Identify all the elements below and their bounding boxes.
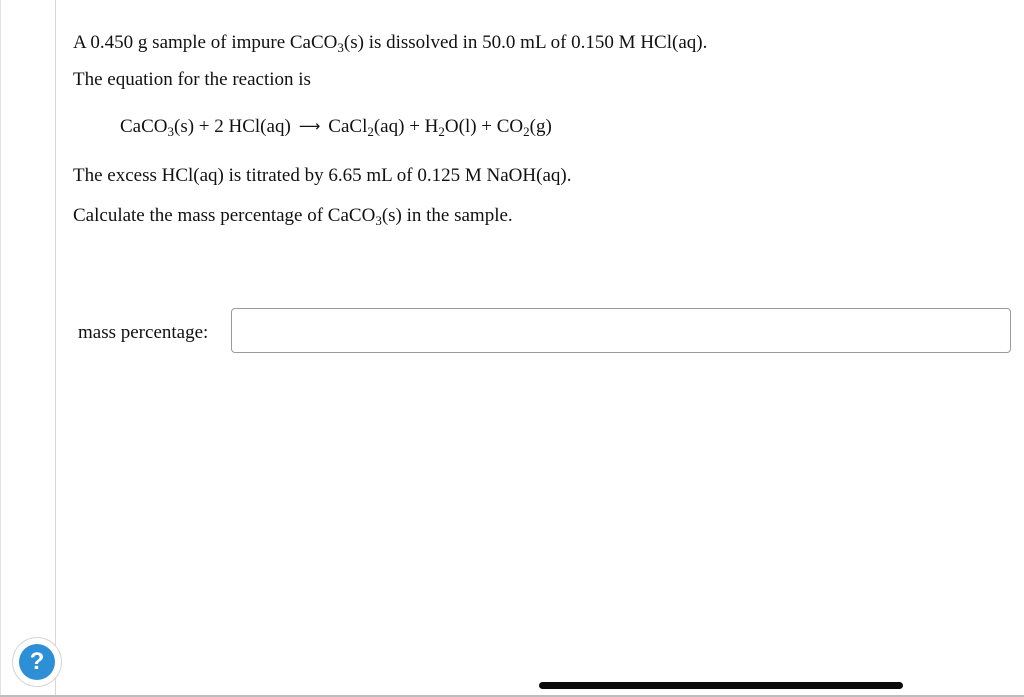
help-button[interactable] <box>13 638 61 686</box>
problem-statement-line-2: The equation for the reaction is <box>73 69 311 90</box>
left-rail <box>0 0 56 695</box>
statement-text: (s) is dissolved in 50.0 mL of 0.150 M HCl(aq). <box>343 32 708 53</box>
equation-text: CaCO <box>120 116 168 137</box>
home-indicator[interactable] <box>539 682 903 689</box>
question-text: (s) in the sample. <box>381 205 513 226</box>
question-text: Calculate the mass percentage of CaCO <box>73 205 376 226</box>
equation-text: (s) + 2 HCl(aq) <box>174 116 291 137</box>
question-mark-icon: ? <box>19 644 55 680</box>
subscript: 2 <box>438 124 445 139</box>
equation-text: CaCl <box>328 116 368 137</box>
reaction-arrow-icon: ⟶ <box>298 117 321 135</box>
equation-text: (aq) + H <box>373 116 439 137</box>
subscript: 3 <box>337 40 344 55</box>
problem-statement-line-3: The excess HCl(aq) is titrated by 6.65 mL of 0.125 M NaOH(aq). <box>73 165 572 186</box>
problem-question <box>73 205 513 227</box>
mass-percentage-input[interactable] <box>231 308 1011 353</box>
subscript: 3 <box>375 213 382 228</box>
equation-text: (g) <box>529 116 552 137</box>
subscript: 3 <box>167 124 174 139</box>
problem-statement-line-1 <box>73 32 707 54</box>
subscript: 2 <box>367 124 374 139</box>
statement-text: A 0.450 g sample of impure CaCO <box>73 32 338 53</box>
equation-text: O(l) + CO <box>444 116 524 137</box>
subscript: 2 <box>523 124 530 139</box>
answer-label: mass percentage: <box>78 322 209 343</box>
reaction-equation <box>120 116 552 138</box>
